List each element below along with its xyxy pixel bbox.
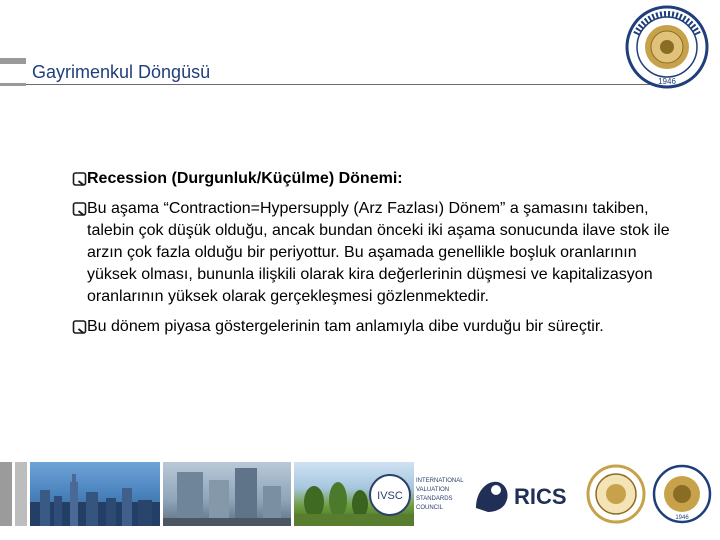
bullet-item-2 — [72, 198, 672, 308]
rics-label-text: RICS — [514, 484, 567, 509]
ivsc-logo — [368, 468, 466, 522]
ivsc-line-3: STANDARDS — [416, 496, 453, 502]
gold-seal-logo — [586, 464, 646, 524]
bullet-text: Bu aşama “Contraction=Hypersupply (Arz Fazlası) Dönem” a şamasını takiben, talebin çok düşük olduğu, ancak bundan önceki iki aşama sonucunda ilave stok ile arzın çok fazla olduğu bir periyottur. Bu aşamada genellikle boşluk oranlarının yüksek olması, bununla ilişkili olarak kira değerlerinin düşmesi ve kapitalizasyon oranlarının yüksek olarak gerçekleşmesi gözlenmektedir. — [87, 200, 670, 305]
lion-icon — [476, 482, 508, 512]
ivsc-line-2: VALUATION — [416, 487, 450, 493]
ivsc-line-4: COUNCIL — [416, 505, 444, 511]
footer-seal-year: 1946 — [675, 515, 689, 521]
footer-accent-bar — [0, 462, 12, 526]
bullet-heading: Recession (Durgunluk/Küçülme) Dönemi: — [87, 170, 403, 187]
checkbox-bullet-icon — [72, 172, 87, 186]
university-seal-logo — [624, 4, 710, 90]
bullet-text: Bu dönem piyasa göstergelerinin tam anlamıyla dibe vurduğu bir süreçtir. — [87, 318, 604, 335]
title-accent-bar — [0, 58, 26, 64]
content-body — [72, 168, 672, 346]
ivsc-line-1: INTERNATIONAL — [416, 478, 464, 484]
title-rule — [26, 84, 650, 85]
bullet-item-3 — [72, 316, 672, 338]
checkbox-bullet-icon — [72, 320, 87, 334]
university-seal-logo-footer — [652, 464, 712, 524]
checkbox-bullet-icon — [72, 202, 87, 216]
footer-accent-bar — [15, 462, 27, 526]
bullet-item-1 — [72, 168, 672, 190]
seal-year-text: 1946 — [658, 77, 676, 86]
title-rule-left — [0, 83, 26, 86]
office-towers-image — [163, 462, 291, 526]
ivsc-abbr-text: IVSC — [377, 490, 403, 502]
slide-title: Gayrimenkul Döngüsü — [32, 62, 211, 82]
city-skyline-image — [30, 462, 160, 526]
rics-logo — [470, 468, 580, 522]
